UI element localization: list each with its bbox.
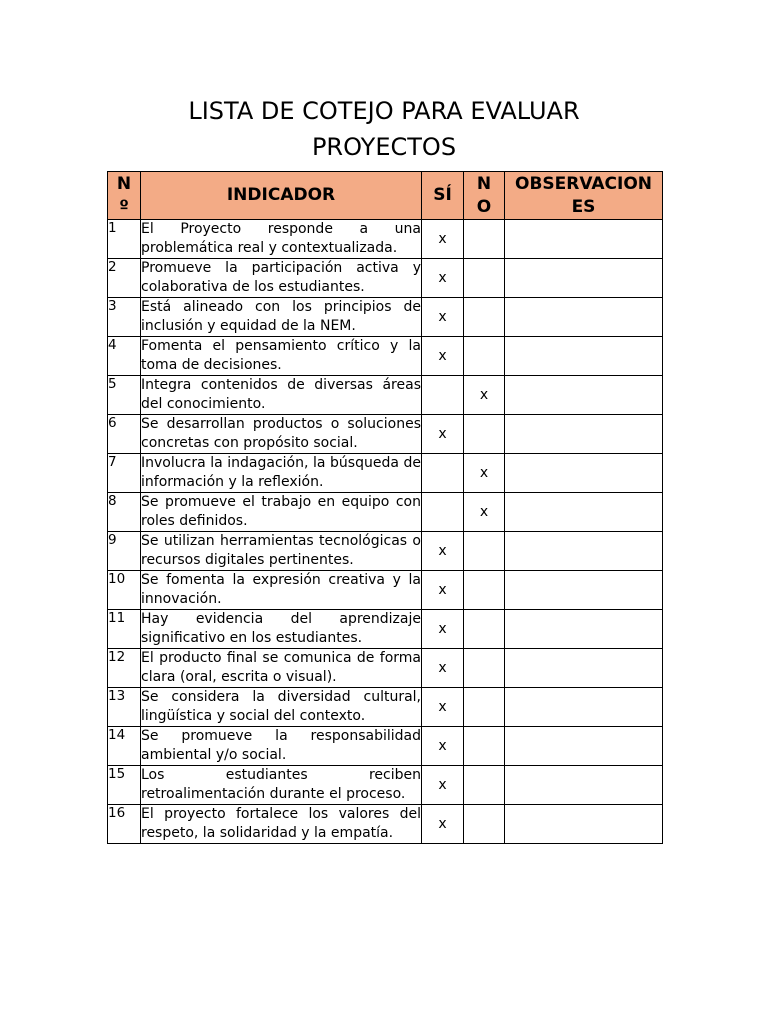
table-row bbox=[108, 337, 663, 376]
row-number: 5 bbox=[108, 376, 141, 415]
row-no-mark bbox=[464, 766, 505, 805]
row-observaciones bbox=[505, 571, 663, 610]
row-no-mark bbox=[464, 727, 505, 766]
row-observaciones bbox=[505, 337, 663, 376]
header-indicador: INDICADOR bbox=[141, 172, 422, 220]
row-number: 3 bbox=[108, 298, 141, 337]
page-title bbox=[0, 93, 768, 165]
row-si-mark: x bbox=[422, 337, 464, 376]
row-observaciones bbox=[505, 805, 663, 844]
row-indicator: Promueve la participación activa y colaborativa de los estudiantes. bbox=[141, 259, 422, 298]
table-header-row bbox=[108, 172, 663, 220]
row-observaciones bbox=[505, 220, 663, 259]
row-number: 14 bbox=[108, 727, 141, 766]
row-si-mark: x bbox=[422, 259, 464, 298]
row-number: 1 bbox=[108, 220, 141, 259]
table-row bbox=[108, 571, 663, 610]
row-no-mark bbox=[464, 571, 505, 610]
row-indicator: El Proyecto responde a una problemática real y contextualizada. bbox=[141, 220, 422, 259]
table-row bbox=[108, 220, 663, 259]
row-si-mark: x bbox=[422, 688, 464, 727]
row-indicator: Los estudiantes reciben retroalimentación durante el proceso. bbox=[141, 766, 422, 805]
row-number: 15 bbox=[108, 766, 141, 805]
row-si-mark bbox=[422, 376, 464, 415]
row-si-mark: x bbox=[422, 610, 464, 649]
row-si-mark: x bbox=[422, 571, 464, 610]
header-number: N º bbox=[108, 172, 141, 220]
row-number: 13 bbox=[108, 688, 141, 727]
row-observaciones bbox=[505, 532, 663, 571]
row-observaciones bbox=[505, 415, 663, 454]
row-si-mark: x bbox=[422, 727, 464, 766]
table-row bbox=[108, 493, 663, 532]
row-observaciones bbox=[505, 376, 663, 415]
row-indicator: Se desarrollan productos o soluciones concretas con propósito social. bbox=[141, 415, 422, 454]
row-no-mark bbox=[464, 649, 505, 688]
row-number: 2 bbox=[108, 259, 141, 298]
row-number: 16 bbox=[108, 805, 141, 844]
table-row bbox=[108, 259, 663, 298]
row-observaciones bbox=[505, 766, 663, 805]
row-observaciones bbox=[505, 454, 663, 493]
row-si-mark: x bbox=[422, 415, 464, 454]
row-observaciones bbox=[505, 259, 663, 298]
table-row bbox=[108, 805, 663, 844]
row-si-mark bbox=[422, 493, 464, 532]
row-indicator: El producto final se comunica de forma clara (oral, escrita o visual). bbox=[141, 649, 422, 688]
row-indicator: Se promueve la responsabilidad ambiental y/o social. bbox=[141, 727, 422, 766]
row-no-mark: x bbox=[464, 493, 505, 532]
row-no-mark bbox=[464, 220, 505, 259]
table-row bbox=[108, 610, 663, 649]
row-observaciones bbox=[505, 649, 663, 688]
row-observaciones bbox=[505, 727, 663, 766]
title-line-2: PROYECTOS bbox=[311, 133, 457, 161]
row-si-mark: x bbox=[422, 766, 464, 805]
row-observaciones bbox=[505, 610, 663, 649]
checklist-table bbox=[107, 171, 663, 844]
row-number: 7 bbox=[108, 454, 141, 493]
row-indicator: Fomenta el pensamiento crítico y la toma de decisiones. bbox=[141, 337, 422, 376]
table-row bbox=[108, 766, 663, 805]
table-row bbox=[108, 376, 663, 415]
header-si: SÍ bbox=[422, 172, 464, 220]
row-no-mark bbox=[464, 610, 505, 649]
row-indicator: Hay evidencia del aprendizaje significativo en los estudiantes. bbox=[141, 610, 422, 649]
row-si-mark: x bbox=[422, 220, 464, 259]
row-no-mark bbox=[464, 337, 505, 376]
row-indicator: Se utilizan herramientas tecnológicas o recursos digitales pertinentes. bbox=[141, 532, 422, 571]
row-si-mark: x bbox=[422, 532, 464, 571]
row-no-mark bbox=[464, 688, 505, 727]
row-si-mark: x bbox=[422, 649, 464, 688]
table-row bbox=[108, 415, 663, 454]
row-number: 11 bbox=[108, 610, 141, 649]
row-indicator: Se considera la diversidad cultural, lingüística y social del contexto. bbox=[141, 688, 422, 727]
title-line-1: LISTA DE COTEJO PARA EVALUAR bbox=[188, 97, 580, 125]
table-row bbox=[108, 649, 663, 688]
row-no-mark bbox=[464, 805, 505, 844]
row-number: 8 bbox=[108, 493, 141, 532]
row-number: 6 bbox=[108, 415, 141, 454]
header-observaciones: OBSERVACION ES bbox=[505, 172, 663, 220]
row-no-mark bbox=[464, 298, 505, 337]
table-row bbox=[108, 727, 663, 766]
table-row bbox=[108, 532, 663, 571]
row-no-mark bbox=[464, 259, 505, 298]
row-si-mark bbox=[422, 454, 464, 493]
table-row bbox=[108, 298, 663, 337]
row-no-mark bbox=[464, 532, 505, 571]
row-indicator: Involucra la indagación, la búsqueda de información y la reflexión. bbox=[141, 454, 422, 493]
table-row bbox=[108, 454, 663, 493]
row-observaciones bbox=[505, 493, 663, 532]
row-no-mark: x bbox=[464, 454, 505, 493]
row-indicator: El proyecto fortalece los valores del respeto, la solidaridad y la empatía. bbox=[141, 805, 422, 844]
header-no: N O bbox=[464, 172, 505, 220]
row-number: 4 bbox=[108, 337, 141, 376]
row-number: 10 bbox=[108, 571, 141, 610]
row-observaciones bbox=[505, 688, 663, 727]
row-observaciones bbox=[505, 298, 663, 337]
table-row bbox=[108, 688, 663, 727]
row-number: 12 bbox=[108, 649, 141, 688]
row-indicator: Se fomenta la expresión creativa y la innovación. bbox=[141, 571, 422, 610]
row-indicator: Está alineado con los principios de inclusión y equidad de la NEM. bbox=[141, 298, 422, 337]
row-no-mark bbox=[464, 415, 505, 454]
table-body bbox=[108, 220, 663, 844]
row-no-mark: x bbox=[464, 376, 505, 415]
row-si-mark: x bbox=[422, 805, 464, 844]
row-si-mark: x bbox=[422, 298, 464, 337]
row-indicator: Se promueve el trabajo en equipo con roles definidos. bbox=[141, 493, 422, 532]
row-indicator: Integra contenidos de diversas áreas del conocimiento. bbox=[141, 376, 422, 415]
row-number: 9 bbox=[108, 532, 141, 571]
